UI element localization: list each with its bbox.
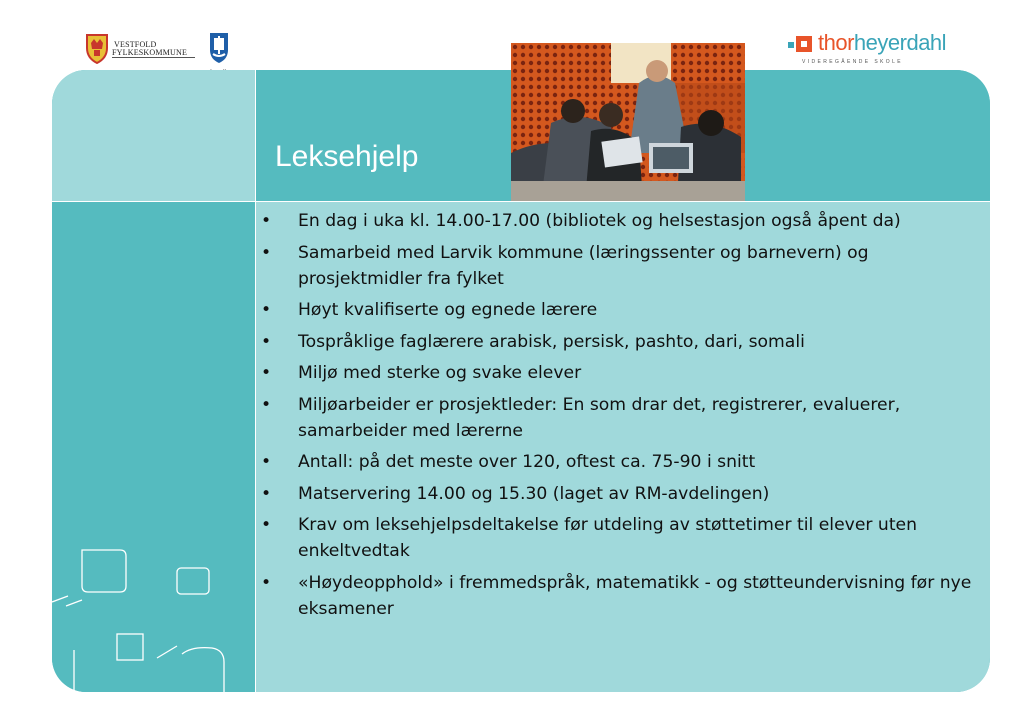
vestfold-logo-line2: FYLKESKOMMUNE: [112, 49, 195, 58]
bullet-item: • Krav om leksehjelpsdeltakelse før utdeling av støttetimer til elever uten enkeltvedtak: [258, 512, 988, 564]
thor-logo-word-part2: heyerdahl: [853, 30, 947, 55]
thor-logo-squares-icon: [786, 32, 816, 56]
bullet-item: • Matservering 14.00 og 15.30 (laget av RM-avdelingen): [258, 481, 988, 507]
vertical-divider: [255, 70, 256, 692]
classroom-photo: [511, 43, 745, 201]
vestfold-logo-line1: VESTFOLD: [114, 39, 157, 49]
horizontal-divider: [52, 201, 990, 202]
slide-title: Leksehjelp: [275, 140, 419, 173]
bullet-item: • En dag i uka kl. 14.00-17.00 (bibliotek og helsestasjon også åpent da): [258, 208, 988, 234]
vestfold-shield-icon: [86, 34, 108, 64]
top-left-cell: [52, 70, 255, 201]
bullet-item: • Samarbeid med Larvik kommune (læringssenter og barnevern) og prosjektmidler fra fylket: [258, 240, 988, 292]
decorative-outline-shapes: [52, 540, 232, 692]
bullet-item: • Antall: på det meste over 120, oftest ca. 75-90 i snitt: [258, 449, 988, 475]
thor-logo-word-part1: thor: [818, 30, 854, 55]
bullet-item: • Miljø med sterke og svake elever: [258, 360, 988, 386]
thor-logo-subtitle: VIDEREGÅENDE SKOLE: [802, 59, 903, 65]
bullet-item: • Høyt kvalifiserte og egnede lærere: [258, 297, 988, 323]
larvik-shield-icon: [209, 32, 229, 64]
vestfold-fylkeskommune-logo: [86, 34, 195, 64]
bullet-item: • Miljøarbeider er prosjektleder: En som drar det, registrerer, evaluerer, samarbeider med lærerne: [258, 392, 988, 444]
bullet-item: • Tospråklige faglærere arabisk, persisk, pashto, dari, somali: [258, 329, 988, 355]
bullet-list: [258, 208, 988, 627]
bullet-item: • «Høydeopphold» i fremmedspråk, matematikk - og støtteundervisning før nye eksamener: [258, 570, 988, 622]
